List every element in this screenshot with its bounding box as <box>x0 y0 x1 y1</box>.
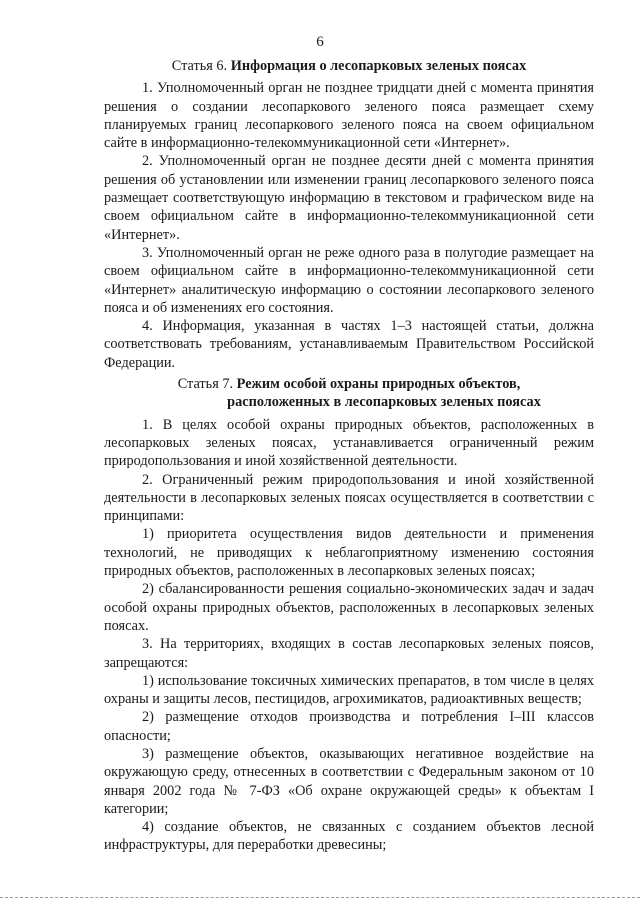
article-7-prohibition-2: 2) размещение отходов производства и потребления I–III классов опасности; <box>104 709 594 744</box>
article-7-paragraph-3: 3. На территориях, входящих в состав лесопарковых зеленых поясов, запрещаются: <box>104 636 594 671</box>
article-6-heading <box>104 57 594 75</box>
document-body <box>104 54 594 855</box>
page-number: 6 <box>316 34 324 50</box>
article-6-label: Статья 6. <box>171 58 228 74</box>
article-6-paragraph-2: 2. Уполномоченный орган не позднее десяти дней с момента принятия решения об установлении или изменении границ лесопаркового зеленого пояса размещает соответствующую информацию в текстовом и графическом виде на своем официальном сайте в информационно-телекоммуникационной сети «Интернет». <box>104 153 594 243</box>
article-7-prohibition-3: 3) размещение объектов, оказывающих негативное воздействие на окружающую среду, отнесенных в соответствии с Федеральным законом от 10 января 2002 года № 7-ФЗ «Об охране окружающей среды» к объектам I категории; <box>104 745 594 817</box>
article-7-prohibition-4: 4) создание объектов, не связанных с созданием объектов лесной инфраструктуры, для переработки древесины; <box>104 819 594 854</box>
article-7-paragraph-2: 2. Ограниченный режим природопользования и иной хозяйственной деятельности в лесопарковых зеленых поясах осуществляется в соответствии с принципами: <box>104 471 594 525</box>
article-7-title-line-2: расположенных в лесопарковых зеленых поясах <box>227 394 541 411</box>
article-7-label: Статья 7. <box>177 376 234 393</box>
article-7-principle-2: 2) сбалансированности решения социально-экономических задач и задач особой охраны природных объектов, расположенных в лесопарковых зеленых поясах. <box>104 581 594 634</box>
page-bottom-divider <box>0 897 640 898</box>
article-7-principle-1: 1) приоритета осуществления видов деятельности и применения технологий, не приводящих к неблагоприятному изменению состояния природных объектов, расположенных в лесопарковых зеленых поясах; <box>104 526 594 580</box>
article-7-prohibition-1: 1) использование токсичных химических препаратов, в том числе в целях охраны и защиты лесов, пестицидов, агрохимикатов, радиоактивных веществ; <box>104 672 594 708</box>
article-7-title-line-1: Режим особой охраны природных объектов, <box>236 376 521 393</box>
article-6-title: Информация о лесопарковых зеленых поясах <box>230 58 527 74</box>
article-7-paragraph-1: 1. В целях особой охраны природных объектов, расположенных в лесопарковых зеленых поясах, устанавливается ограниченный режим природопользования и иной хозяйственной деятельности. <box>104 416 594 470</box>
article-6-paragraph-4: 4. Информация, указанная в частях 1–3 настоящей статьи, должна соответствовать требованиям, устанавливаемым Правительством Российской Федерации. <box>104 318 594 371</box>
article-7-heading <box>104 375 594 412</box>
article-6-paragraph-1: 1. Уполномоченный орган не позднее тридцати дней с момента принятия решения о создании лесопаркового зеленого пояса размещает схему планируемых границ лесопаркового зеленого пояса на своем официальном сайте в информационно-телекоммуникационной сети «Интернет». <box>104 80 594 152</box>
article-6-paragraph-3: 3. Уполномоченный орган не реже одного раза в полугодие размещает на своем официальном сайте в информационно-телекоммуникационной сети «Интернет» аналитическую информацию о состоянии лесопаркового зеленого пояса и об изменениях его состояния. <box>104 244 594 316</box>
